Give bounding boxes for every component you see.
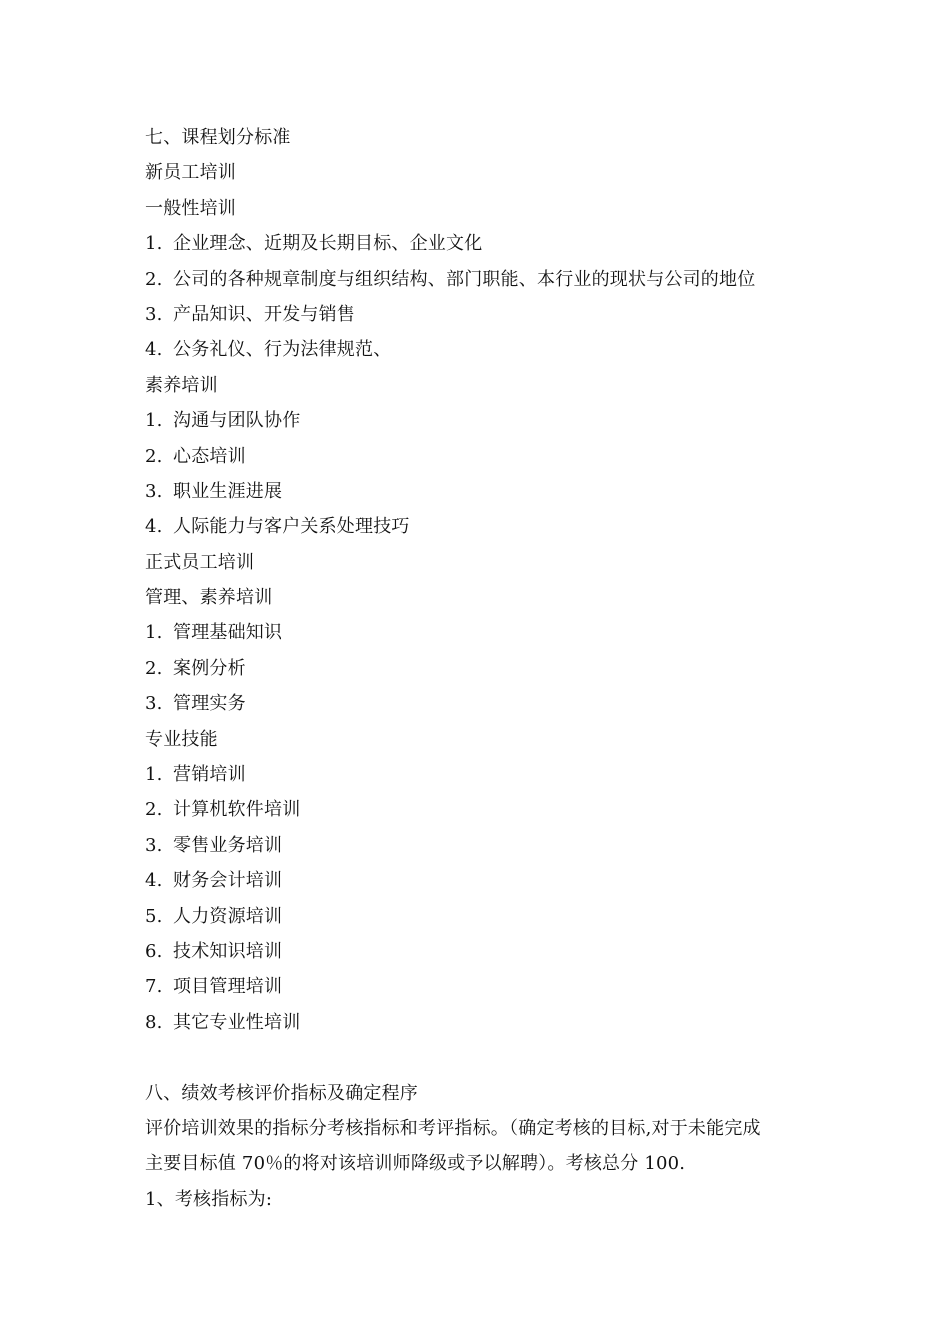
item-number: 3.	[145, 834, 163, 856]
item-text: 心态培训	[173, 445, 246, 467]
item-text: 公务礼仪、行为法律规范、	[173, 339, 392, 361]
list-item	[145, 1005, 825, 1040]
list-item	[145, 899, 825, 934]
item-text: 技术知识培训	[173, 940, 283, 962]
item-text: 产品知识、开发与销售	[173, 303, 355, 325]
item-number: 7.	[145, 976, 163, 998]
general-training-heading: 一般性培训	[145, 197, 236, 219]
item-number: 1.	[145, 764, 163, 786]
item-number: 1.	[145, 233, 163, 255]
item-number: 1.	[145, 410, 163, 432]
item-text: 案例分析	[173, 657, 246, 679]
item-text: 公司的各种规章制度与组织结构、部门职能、本行业的现状与公司的地位	[173, 268, 756, 290]
item-text: 营销培训	[173, 764, 246, 786]
list-item	[145, 863, 825, 898]
item-text: 管理基础知识	[173, 622, 283, 644]
list-item	[145, 792, 825, 827]
list-item	[145, 332, 825, 367]
list-item	[145, 262, 825, 297]
section-7-heading: 七、课程划分标准	[145, 127, 291, 148]
professional-skills-heading: 专业技能	[145, 728, 218, 750]
item-text: 财务会计培训	[173, 870, 283, 892]
list-item	[145, 474, 825, 509]
item-number: 4.	[145, 870, 163, 892]
quality-training-heading: 素养培训	[145, 374, 218, 396]
list-item	[145, 934, 825, 969]
formal-staff-heading: 正式员工培训	[145, 551, 255, 573]
item-text: 项目管理培训	[173, 976, 283, 998]
list-item	[145, 439, 825, 474]
management-training-heading: 管理、素养培训	[145, 587, 273, 609]
item-number: 2.	[145, 268, 163, 290]
list-item	[145, 297, 825, 332]
item-text: 人力资源培训	[173, 905, 283, 927]
list-item	[145, 757, 825, 792]
list-item	[145, 615, 825, 650]
item-number: 3.	[145, 693, 163, 715]
item-number: 6.	[145, 940, 163, 962]
list-item	[145, 969, 825, 1004]
item-number: 2.	[145, 445, 163, 467]
item-text: 其它专业性培训	[173, 1011, 301, 1033]
list-item	[145, 226, 825, 261]
item-text: 人际能力与客户关系处理技巧	[173, 516, 410, 538]
document-body	[145, 120, 825, 1217]
list-item	[145, 403, 825, 438]
paragraph-line: 评价培训效果的指标分考核指标和考评指标。（确定考核的目标,对于未能完成	[145, 1117, 761, 1139]
item-number: 8.	[145, 1011, 163, 1033]
spacer	[145, 1040, 825, 1075]
list-item	[145, 509, 825, 544]
item-text: 计算机软件培训	[173, 799, 301, 821]
item-number: 2.	[145, 799, 163, 821]
item-number: 1.	[145, 622, 163, 644]
item-number: 5.	[145, 905, 163, 927]
item-text: 企业理念、近期及长期目标、企业文化	[173, 233, 483, 255]
item-number: 4.	[145, 339, 163, 361]
new-staff-heading: 新员工培训	[145, 162, 236, 184]
item-text: 零售业务培训	[173, 834, 283, 856]
list-item	[145, 651, 825, 686]
item-number: 2.	[145, 657, 163, 679]
item-text: 沟通与团队协作	[173, 410, 301, 432]
item-number: 3.	[145, 303, 163, 325]
assessment-indicators-heading: 1、考核指标为:	[145, 1188, 273, 1210]
section-8-heading: 八、绩效考核评价指标及确定程序	[145, 1082, 418, 1104]
item-number: 4.	[145, 516, 163, 538]
list-item	[145, 828, 825, 863]
paragraph-line: 主要目标值 70％的将对该培训师降级或予以解聘）。考核总分 100.	[145, 1153, 686, 1175]
list-item	[145, 686, 825, 721]
item-text: 管理实务	[173, 693, 246, 715]
item-text: 职业生涯进展	[173, 480, 283, 502]
item-number: 3.	[145, 480, 163, 502]
